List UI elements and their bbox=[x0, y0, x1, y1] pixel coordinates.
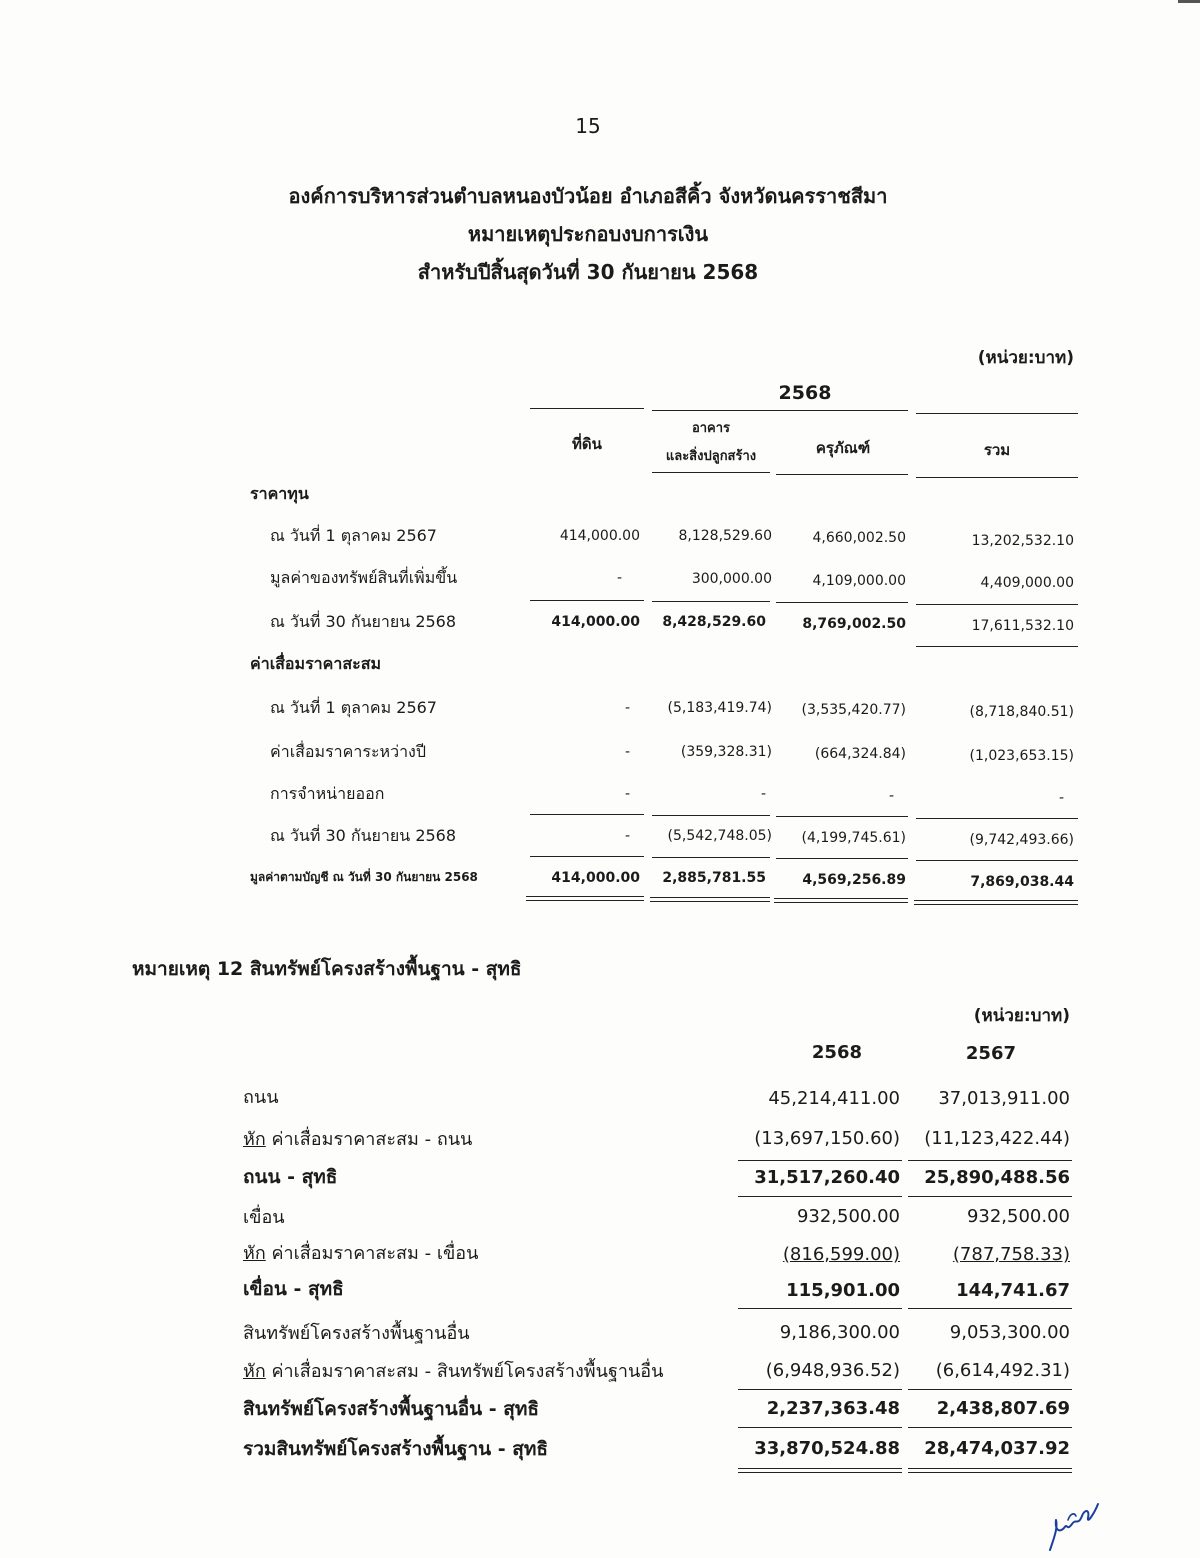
cell: - bbox=[624, 828, 630, 844]
cell: 2,885,781.55 bbox=[662, 870, 766, 886]
row-label-text: ค่าเสื่อมราคาสะสม - สินทรัพย์โครงสร้างพื้นฐานอื่น bbox=[271, 1361, 664, 1382]
cell: 932,500.00 bbox=[966, 1206, 1070, 1227]
col-header-2567: 2567 bbox=[965, 1043, 1016, 1064]
cell: (11,123,422.44) bbox=[924, 1128, 1070, 1149]
cell: 2,237,363.48 bbox=[766, 1398, 900, 1419]
book-value-label: มูลค่าตามบัญชี ณ วันที่ 30 กันยายน 2568 bbox=[250, 870, 478, 884]
subtotal-rule bbox=[530, 856, 644, 857]
row-label: การจำหน่ายออก bbox=[270, 784, 385, 803]
cell: - bbox=[616, 570, 622, 586]
cell: 4,409,000.00 bbox=[980, 575, 1074, 591]
subtotal-rule bbox=[738, 1427, 902, 1428]
header-rule bbox=[652, 472, 770, 473]
subtotal-rule bbox=[908, 1160, 1072, 1161]
cell: (816,599.00) bbox=[782, 1244, 900, 1265]
scan-edge-mark bbox=[1178, 0, 1200, 3]
total-double-rule bbox=[908, 1468, 1072, 1473]
subtotal-rule bbox=[652, 815, 770, 816]
year-header: 2568 bbox=[778, 382, 832, 404]
row-label bbox=[243, 1356, 663, 1385]
row-label-text: ค่าเสื่อมราคาสะสม - ถนน bbox=[271, 1129, 473, 1150]
cell: 8,128,529.60 bbox=[678, 528, 772, 544]
cell: 300,000.00 bbox=[691, 571, 772, 587]
col-header-buildings-line2: และสิ่งปลูกสร้าง bbox=[665, 449, 757, 464]
cell: 932,500.00 bbox=[796, 1206, 900, 1227]
cell: 45,214,411.00 bbox=[768, 1088, 900, 1109]
header-rule bbox=[916, 413, 1078, 414]
cell: (13,697,150.60) bbox=[754, 1128, 900, 1149]
cell: 4,660,002.50 bbox=[812, 530, 906, 546]
subtotal-rule bbox=[738, 1389, 902, 1390]
less-prefix: หัก bbox=[243, 1361, 266, 1382]
subtotal-rule bbox=[908, 1427, 1072, 1428]
row-label bbox=[243, 1238, 478, 1267]
cell: 4,109,000.00 bbox=[812, 573, 906, 589]
org-title: องค์การบริหารส่วนตำบลหนองบัวน้อย อำเภอสีคิ้ว จังหวัดนครราชสีมา bbox=[288, 184, 888, 208]
subtotal-rule bbox=[530, 600, 644, 601]
row-label: ค่าเสื่อมราคาระหว่างปี bbox=[270, 742, 427, 761]
subtotal-rule bbox=[916, 818, 1078, 819]
total-double-rule bbox=[526, 896, 644, 901]
row-label: ถนน - สุทธิ bbox=[243, 1166, 338, 1188]
row-label-text: ค่าเสื่อมราคาสะสม - เขื่อน bbox=[271, 1243, 479, 1264]
total-double-rule bbox=[738, 1468, 902, 1473]
cell: - bbox=[888, 788, 894, 804]
subtotal-rule bbox=[738, 1196, 902, 1197]
page-number: 15 bbox=[575, 114, 601, 138]
period-title: สำหรับปีสิ้นสุดวันที่ 30 กันยายน 2568 bbox=[417, 260, 759, 284]
cell: (3,535,420.77) bbox=[801, 702, 906, 718]
subtotal-rule bbox=[776, 602, 908, 603]
less-prefix: หัก bbox=[243, 1129, 266, 1150]
total-double-rule bbox=[914, 900, 1078, 905]
cell: 37,013,911.00 bbox=[938, 1088, 1070, 1109]
col-header-2568: 2568 bbox=[811, 1042, 862, 1063]
cell: (8,718,840.51) bbox=[969, 704, 1074, 720]
subtotal-rule bbox=[652, 857, 770, 858]
row-label: ณ วันที่ 1 ตุลาคม 2567 bbox=[270, 526, 437, 545]
subtotal-rule bbox=[776, 858, 908, 859]
row-label: ณ วันที่ 30 กันยายน 2568 bbox=[270, 826, 457, 845]
row-label: เขื่อน bbox=[243, 1207, 285, 1228]
subtotal-rule bbox=[916, 604, 1078, 605]
subtotal-rule bbox=[916, 860, 1078, 861]
cell: 13,202,532.10 bbox=[971, 533, 1074, 549]
header-rule bbox=[916, 477, 1078, 478]
cell: 414,000.00 bbox=[551, 870, 640, 886]
cell: 414,000.00 bbox=[559, 528, 640, 544]
cell: 8,428,529.60 bbox=[662, 614, 766, 630]
cell: (5,183,419.74) bbox=[667, 700, 772, 716]
cell: (6,948,936.52) bbox=[765, 1360, 900, 1381]
row-label: ณ วันที่ 30 กันยายน 2568 bbox=[270, 612, 457, 631]
cell: 4,569,256.89 bbox=[802, 872, 906, 888]
cell: 414,000.00 bbox=[551, 614, 640, 630]
subtotal-rule bbox=[908, 1389, 1072, 1390]
cell: (359,328.31) bbox=[680, 744, 772, 760]
cell: 9,053,300.00 bbox=[949, 1322, 1070, 1343]
row-label: ถนน bbox=[243, 1087, 279, 1108]
cell: 144,741.67 bbox=[956, 1280, 1070, 1301]
document-title: หมายเหตุประกอบงบการเงิน bbox=[467, 222, 709, 246]
unit-label: (หน่วย:บาท) bbox=[977, 348, 1074, 368]
subtotal-rule bbox=[738, 1308, 902, 1309]
row-label: สินทรัพย์โครงสร้างพื้นฐานอื่น - สุทธิ bbox=[243, 1398, 540, 1420]
less-prefix: หัก bbox=[243, 1243, 266, 1264]
cell: (5,542,748.05) bbox=[667, 828, 772, 844]
subtotal-rule bbox=[530, 814, 644, 815]
subtotal-rule bbox=[738, 1160, 902, 1161]
cell: 7,869,038.44 bbox=[970, 874, 1074, 890]
unit-label: (หน่วย:บาท) bbox=[973, 1006, 1070, 1026]
col-header-equipment: ครุภัณฑ์ bbox=[815, 439, 871, 457]
col-header-land: ที่ดิน bbox=[572, 435, 602, 453]
cell: (4,199,745.61) bbox=[801, 830, 906, 846]
cell: 115,901.00 bbox=[786, 1280, 900, 1301]
cell: 25,890,488.56 bbox=[924, 1167, 1070, 1188]
row-label: มูลค่าของทรัพย์สินที่เพิ่มขึ้น bbox=[270, 568, 458, 587]
note-heading: หมายเหตุ 12 สินทรัพย์โครงสร้างพื้นฐาน - สุทธิ bbox=[132, 958, 522, 980]
section-cost: ราคาทุน bbox=[250, 484, 309, 503]
cell: (6,614,492.31) bbox=[935, 1360, 1070, 1381]
cell: (787,758.33) bbox=[952, 1244, 1070, 1265]
cell: - bbox=[1058, 790, 1064, 806]
cell: - bbox=[624, 700, 630, 716]
subtotal-rule bbox=[908, 1308, 1072, 1309]
cell: (1,023,653.15) bbox=[969, 748, 1074, 764]
cell: - bbox=[624, 744, 630, 760]
col-header-total: รวม bbox=[983, 441, 1011, 459]
cell: 33,870,524.88 bbox=[754, 1438, 900, 1459]
cell: 2,438,807.69 bbox=[936, 1398, 1070, 1419]
section-depreciation: ค่าเสื่อมราคาสะสม bbox=[250, 654, 382, 673]
cell: - bbox=[760, 786, 766, 802]
subtotal-rule bbox=[652, 601, 770, 602]
signature-mark bbox=[1044, 1498, 1104, 1558]
cell: - bbox=[624, 786, 630, 802]
row-label: สินทรัพย์โครงสร้างพื้นฐานอื่น bbox=[243, 1323, 470, 1344]
col-header-buildings-line1: อาคาร bbox=[691, 421, 731, 436]
cell: 31,517,260.40 bbox=[754, 1167, 900, 1188]
header-rule bbox=[776, 474, 908, 475]
cell: 28,474,037.92 bbox=[924, 1438, 1070, 1459]
cell: 8,769,002.50 bbox=[802, 616, 906, 632]
subtotal-rule bbox=[908, 1196, 1072, 1197]
row-label: ณ วันที่ 1 ตุลาคม 2567 bbox=[270, 698, 437, 717]
subtotal-rule bbox=[776, 816, 908, 817]
cell: (9,742,493.66) bbox=[969, 832, 1074, 848]
total-double-rule bbox=[650, 897, 770, 902]
cell: (664,324.84) bbox=[814, 746, 906, 762]
row-label: รวมสินทรัพย์โครงสร้างพื้นฐาน - สุทธิ bbox=[243, 1438, 549, 1460]
header-rule bbox=[652, 410, 908, 411]
row-label: เขื่อน - สุทธิ bbox=[243, 1278, 344, 1300]
cell: 17,611,532.10 bbox=[971, 618, 1074, 634]
header-rule bbox=[530, 408, 644, 409]
subtotal-rule bbox=[916, 646, 1078, 647]
row-label bbox=[243, 1124, 472, 1153]
total-double-rule bbox=[774, 898, 908, 903]
cell: 9,186,300.00 bbox=[779, 1322, 900, 1343]
